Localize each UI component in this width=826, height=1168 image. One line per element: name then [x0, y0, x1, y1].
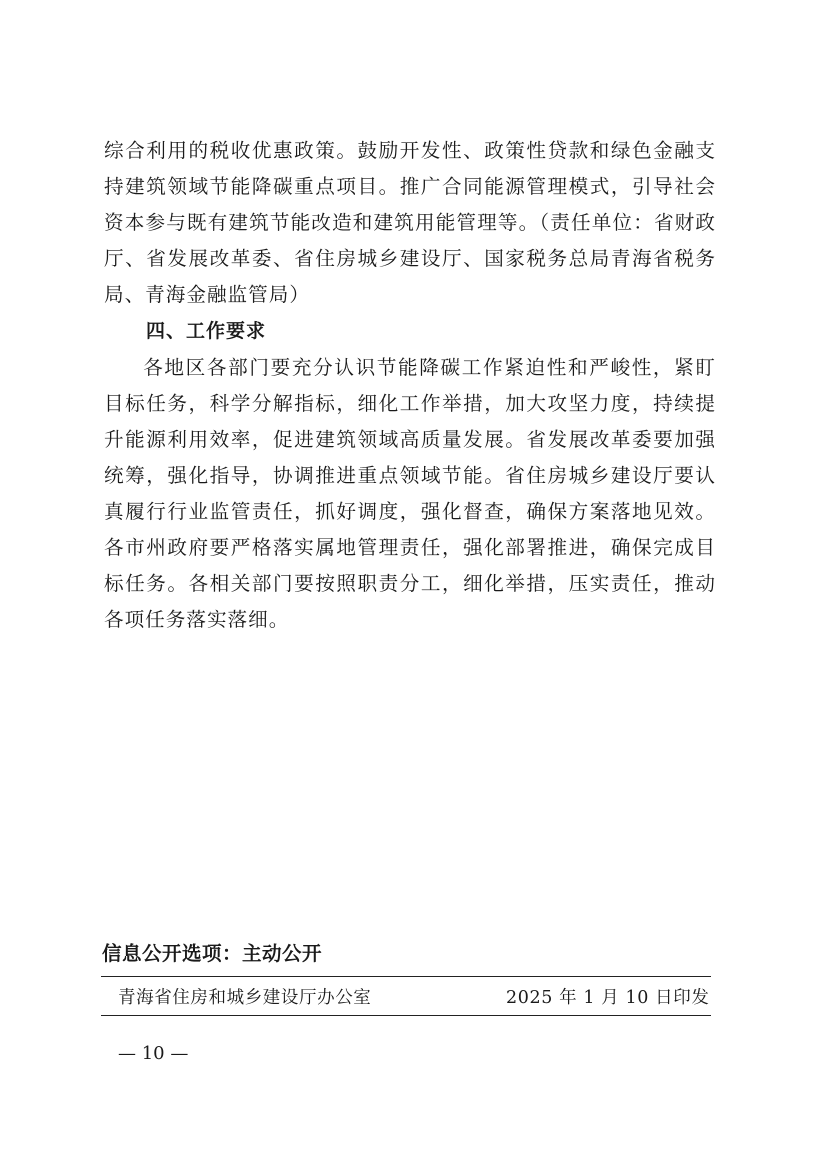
- disclosure-option: 信息公开选项：主动公开: [102, 942, 323, 965]
- footer-rule-bottom: [101, 1015, 711, 1016]
- body-text: [104, 133, 716, 638]
- paragraph-continuation: 综合利用的税收优惠政策。鼓励开发性、政策性贷款和绿色金融支持建筑领域节能降碳重点项目。推广合同能源管理模式，引导社会资本参与既有建筑节能改造和建筑用能管理等。（责任单位：省财政厅、省发展改革委、省住房城乡建设厅、国家税务总局青海省税务局、青海金融监管局）: [104, 139, 716, 307]
- footer-rule-top: [101, 976, 711, 977]
- page-number: — 10 —: [118, 1043, 189, 1064]
- paragraph-requirements: 各地区各部门要充分认识节能降碳工作紧迫性和严峻性，紧盯目标任务，科学分解指标，细化工作举措，加大攻坚力度，持续提升能源利用效率，促进建筑领域高质量发展。省发展改革委要加强统筹，强化指导，协调推进重点领域节能。省住房城乡建设厅要认真履行行业监管责任，抓好调度，强化督查，确保方案落地见效。各市州政府要严格落实属地管理责任，强化部署推进，确保完成目标任务。各相关部门要按照职责分工，细化举措，压实责任，推动各项任务落实落细。: [104, 355, 716, 632]
- issuing-office: 青海省住房和城乡建设厅办公室: [118, 988, 372, 1008]
- section-heading: 四、工作要求: [146, 320, 267, 343]
- issue-date: 2025 年 1 月 10 日印发: [506, 988, 710, 1008]
